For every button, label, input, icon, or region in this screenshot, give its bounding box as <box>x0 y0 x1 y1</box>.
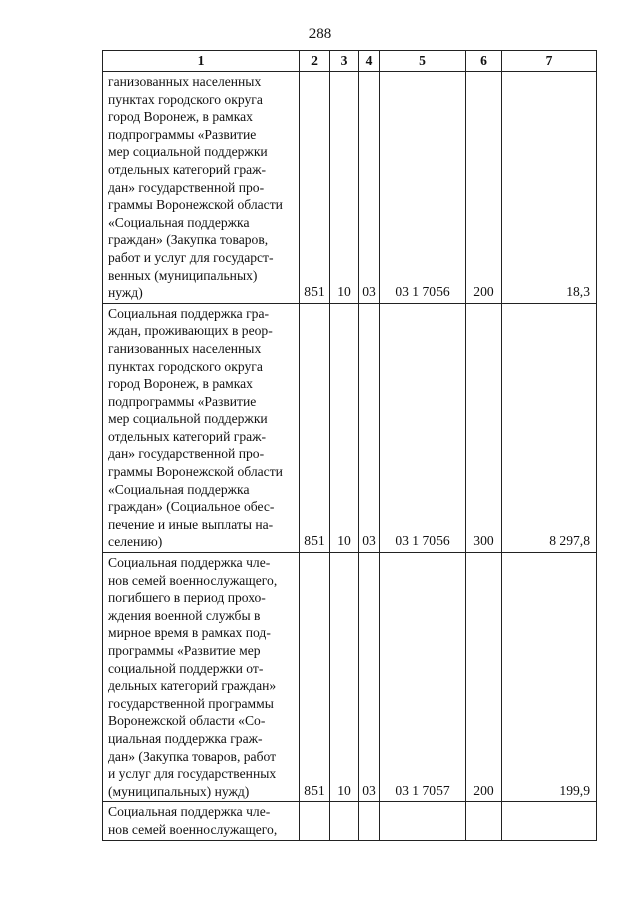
header-col-1: 1 <box>103 51 300 72</box>
description-line: мер социальной поддержки <box>108 411 268 427</box>
description-line: дан» (Закупка товаров, работ <box>108 748 277 764</box>
description-line: селению) <box>108 534 163 550</box>
description-line: ганизованных населенных <box>108 340 262 356</box>
target-article-cell: 03 1 7057 <box>380 553 466 802</box>
description-line: и услуг для государственных <box>108 766 277 782</box>
description-line: Социальная поддержка чле- <box>108 804 271 820</box>
expense-type-cell: 200 <box>466 553 502 802</box>
row-description <box>103 553 300 802</box>
description-line: дан» государственной про- <box>108 446 265 462</box>
budget-table <box>102 50 597 841</box>
amount-cell: 8 297,8 <box>502 303 597 552</box>
subsection-code-cell: 03 <box>359 303 380 552</box>
budget-code-cell: 851 <box>300 553 330 802</box>
table-row <box>103 303 597 552</box>
amount-cell: 199,9 <box>502 553 597 802</box>
description-line: ждения военной службы в <box>108 607 261 623</box>
table-body <box>103 72 597 841</box>
description-line: граммы Воронежской области <box>108 197 283 213</box>
header-col-6: 6 <box>466 51 502 72</box>
budget-code-cell <box>300 802 330 840</box>
section-code-cell: 10 <box>330 72 359 304</box>
page-number: 288 <box>308 26 332 42</box>
subsection-code-cell: 03 <box>359 72 380 304</box>
target-article-cell: 03 1 7056 <box>380 303 466 552</box>
description-line: циальная поддержка граж- <box>108 730 263 746</box>
expense-type-cell: 300 <box>466 303 502 552</box>
table-row <box>103 72 597 304</box>
description-line: нов семей военнослужащего, <box>108 821 278 837</box>
description-line: печение и иные выплаты на- <box>108 516 274 532</box>
description-line: подпрограммы «Развитие <box>108 126 257 142</box>
description-line: венных (муниципальных) <box>108 267 258 283</box>
description-line: отдельных категорий граж- <box>108 161 267 177</box>
row-description <box>103 72 300 304</box>
header-col-3: 3 <box>330 51 359 72</box>
subsection-code-cell: 03 <box>359 553 380 802</box>
description-line: дельных категорий граждан» <box>108 678 277 694</box>
section-code-cell <box>330 802 359 840</box>
description-line: граммы Воронежской области <box>108 464 283 480</box>
description-line: граждан» (Социальное обес- <box>108 499 275 515</box>
target-article-cell: 03 1 7056 <box>380 72 466 304</box>
amount-cell: 18,3 <box>502 72 597 304</box>
budget-code-cell: 851 <box>300 72 330 304</box>
row-description <box>103 802 300 840</box>
description-line: мер социальной поддержки <box>108 144 268 160</box>
description-line: подпрограммы «Развитие <box>108 393 257 409</box>
description-line: граждан» (Закупка товаров, <box>108 232 269 248</box>
description-line: ганизованных населенных <box>108 74 262 89</box>
expense-type-cell: 200 <box>466 72 502 304</box>
section-code-cell: 10 <box>330 553 359 802</box>
budget-code-cell: 851 <box>300 303 330 552</box>
description-line: нов семей военнослужащего, <box>108 572 278 588</box>
header-col-2: 2 <box>300 51 330 72</box>
table-row <box>103 802 597 840</box>
header-col-4: 4 <box>359 51 380 72</box>
description-line: мирное время в рамках под- <box>108 625 271 641</box>
amount-cell <box>502 802 597 840</box>
expense-type-cell <box>466 802 502 840</box>
table-row <box>103 553 597 802</box>
description-line: отдельных категорий граж- <box>108 428 267 444</box>
description-line: (муниципальных) нужд) <box>108 783 250 799</box>
header-col-7: 7 <box>502 51 597 72</box>
description-line: Социальная поддержка чле- <box>108 555 271 571</box>
description-line: дан» государственной про- <box>108 179 265 195</box>
description-line: «Социальная поддержка <box>108 214 250 230</box>
description-line: социальной поддержки от- <box>108 660 264 676</box>
description-line: работ и услуг для государст- <box>108 249 274 265</box>
description-line: «Социальная поддержка <box>108 481 250 497</box>
description-line: погибшего в период прохо- <box>108 590 266 606</box>
description-line: Социальная поддержка гра- <box>108 305 270 321</box>
description-line: город Воронеж, в рамках <box>108 376 253 392</box>
target-article-cell <box>380 802 466 840</box>
description-line: государственной программы <box>108 695 274 711</box>
section-code-cell: 10 <box>330 303 359 552</box>
description-line: пунктах городского округа <box>108 358 263 374</box>
description-line: Воронежской области «Со- <box>108 713 266 729</box>
subsection-code-cell <box>359 802 380 840</box>
description-line: город Воронеж, в рамках <box>108 109 253 125</box>
description-line: нужд) <box>108 285 143 301</box>
description-line: пунктах городского округа <box>108 91 263 107</box>
header-col-5: 5 <box>380 51 466 72</box>
header-row <box>103 51 597 72</box>
description-line: ждан, проживающих в реор- <box>108 323 273 339</box>
description-line: программы «Развитие мер <box>108 643 261 658</box>
row-description <box>103 303 300 552</box>
